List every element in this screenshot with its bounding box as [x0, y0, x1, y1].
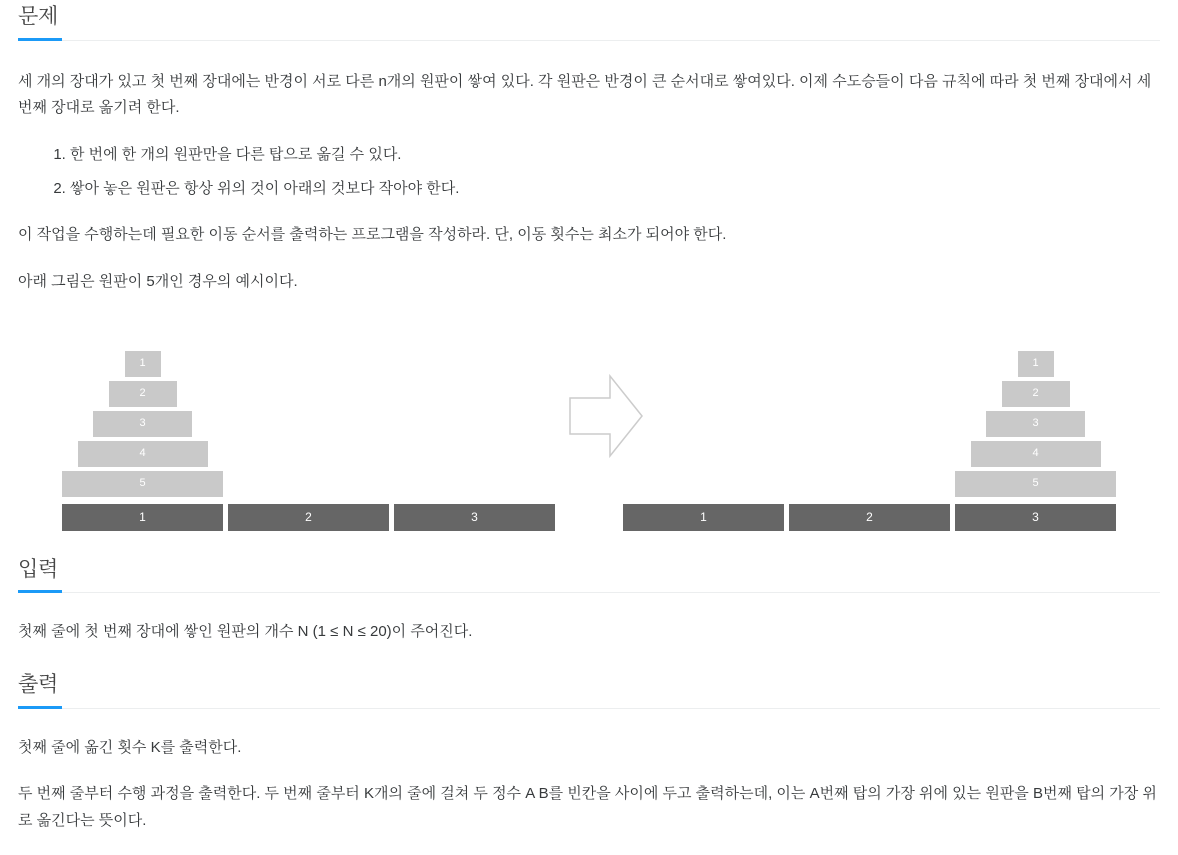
hanoi-disk: 2 [109, 381, 177, 407]
hanoi-disk: 4 [78, 441, 208, 467]
section-problem [18, 0, 1160, 531]
hanoi-disk: 1 [1018, 351, 1054, 377]
hanoi-peg [394, 501, 555, 531]
section-input-header [18, 553, 1160, 594]
hanoi-peg-base: 3 [394, 504, 555, 531]
problem-paragraph-1: 세 개의 장대가 있고 첫 번째 장대에는 반경이 서로 다른 n개의 원판이 쌓여 있다. 각 원판은 반경이 큰 순서대로 쌓여있다. 이제 수도승들이 다음 규칙에 따라 첫 번째 장대에서 세 번째 장대로 옮기려 한다. [18, 72, 1152, 117]
hanoi-peg [62, 351, 223, 531]
hanoi-disk: 1 [125, 351, 161, 377]
hanoi-peg-base: 1 [623, 504, 784, 531]
hanoi-peg [228, 501, 389, 531]
hanoi-peg-base: 1 [62, 504, 223, 531]
problem-rules-list [18, 142, 1160, 203]
section-output-title: 출력 [18, 673, 58, 697]
hanoi-peg [789, 501, 950, 531]
problem-paragraph-2: 이 작업을 수행하는데 필요한 이동 순서를 출력하는 프로그램을 작성하라. 단, 이동 횟수는 최소가 되어야 한다. [18, 226, 727, 244]
problem-paragraph-3: 아래 그림은 원판이 5개인 경우의 예시이다. [18, 273, 298, 291]
hanoi-disk-stack [62, 351, 223, 501]
hanoi-peg-base: 2 [228, 504, 389, 531]
section-input [18, 553, 1160, 646]
section-input-title: 입력 [18, 557, 58, 581]
hanoi-disk-stack [955, 351, 1116, 501]
hanoi-peg-base: 3 [955, 504, 1116, 531]
hanoi-disk: 3 [93, 411, 192, 437]
problem-rule-item: 1. 한 번에 한 개의 원판만을 다른 탑으로 옮길 수 있다. [70, 142, 1160, 168]
section-output [18, 668, 1160, 835]
hanoi-peg [623, 501, 784, 531]
output-paragraph-1: 첫째 줄에 옮긴 횟수 K를 출력한다. [18, 738, 242, 756]
problem-rule-item: 2. 쌓아 놓은 원판은 항상 위의 것이 아래의 것보다 작아야 한다. [70, 176, 1160, 202]
hanoi-disk: 5 [62, 471, 223, 497]
hanoi-disk: 4 [971, 441, 1101, 467]
output-paragraph-2: 두 번째 줄부터 수행 과정을 출력한다. 두 번째 줄부터 K개의 줄에 걸쳐 두 정수 A B를 빈칸을 사이에 두고 출력하는데, 이는 A번째 탑의 가장 위에 있는 원판을 B번째 탑의 가장 위로 옮긴다는 뜻이다. [18, 785, 1157, 830]
section-output-header [18, 668, 1160, 709]
section-problem-header [18, 0, 1160, 41]
hanoi-disk: 2 [1002, 381, 1070, 407]
section-problem-title: 문제 [18, 5, 58, 28]
hanoi-disk: 3 [986, 411, 1085, 437]
hanoi-start-state [62, 351, 560, 531]
hanoi-disk: 5 [955, 471, 1116, 497]
hanoi-end-state [623, 351, 1121, 531]
input-paragraph-1: 첫째 줄에 첫 번째 장대에 쌓인 원판의 개수 N (1 ≤ N ≤ 20)이 주어진다. [18, 623, 473, 641]
hanoi-figure [18, 316, 1160, 531]
hanoi-peg-base: 2 [789, 504, 950, 531]
hanoi-peg [955, 351, 1116, 531]
